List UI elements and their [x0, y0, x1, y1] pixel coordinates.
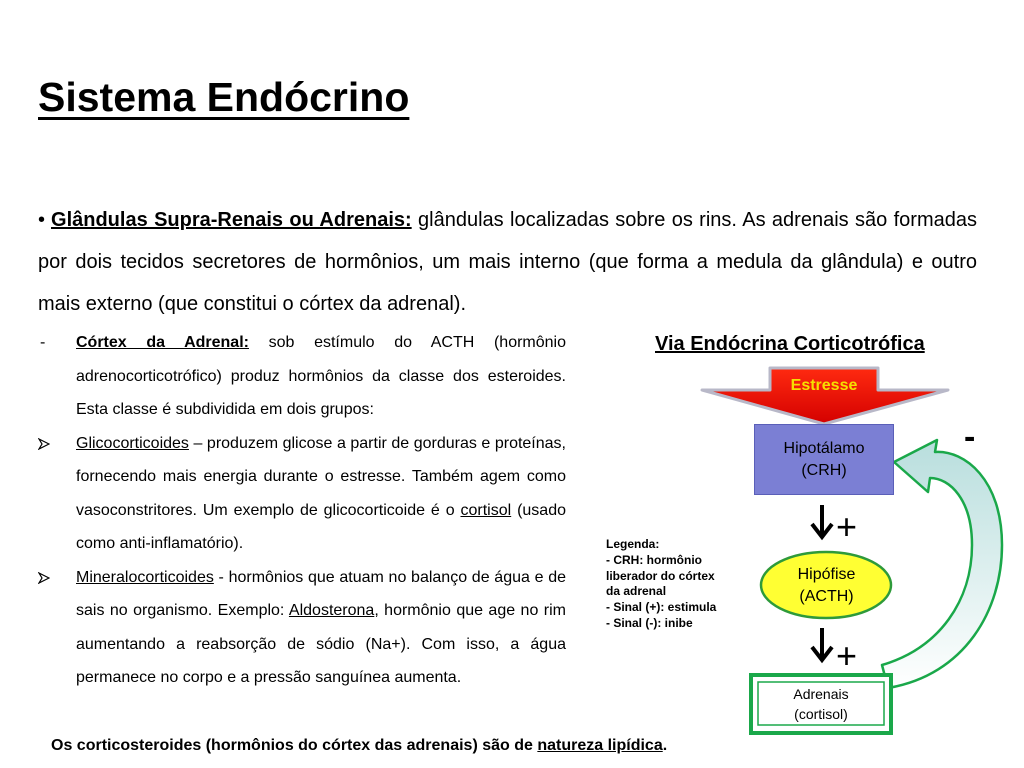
cortex-heading: Córtex da Adrenal: — [76, 334, 249, 351]
hypothalamus-hormone: (CRH) — [801, 461, 847, 479]
legend-line: liberador do córtex — [606, 568, 715, 583]
intro-lead: Glândulas Supra-Renais ou Adrenais: — [51, 209, 412, 231]
pituitary-label: Hipófise — [797, 565, 856, 583]
legend-line: da adrenal — [606, 584, 667, 599]
mineral-text1: - hormônios que atuam no balanço de água e de sais no organismo. Exemplo: — [76, 568, 566, 619]
bullet-icon: • — [38, 209, 46, 231]
mineral-text2: , hormônio que age no rim aumentando a reabsorção de sódio (Na+). Com isso, a água permanece no corpo e a pressão sanguínea aumenta. — [76, 602, 566, 686]
page-title: Sistema Endócrino — [38, 74, 410, 120]
glico-text1: – produzem glicose a partir de gorduras e proteínas, fornecendo mais energia durante o estresse. Também agem como vasoconstritores. Um exemplo de glicocorticoide é o — [76, 434, 566, 519]
dash-marker: - — [40, 334, 46, 351]
cortex-text: sob estímulo do ACTH (hormônio adrenocorticotrófico) produz hormônios da classe dos esteroides. Esta classe é subdividida em dois grupos: — [76, 334, 566, 418]
legend-line: - Sinal (-): inibe — [606, 615, 693, 630]
mineral-term: Mineralocorticoides — [76, 568, 214, 586]
glico-term: Glicocorticoides — [76, 434, 189, 452]
adrenal-label: Adrenais — [793, 685, 849, 702]
pituitary-node — [760, 553, 893, 618]
glico-text2: (usado como anti-inflamatório). — [76, 501, 566, 552]
legend — [606, 537, 746, 632]
legend-line: - Sinal (+): estimula — [606, 600, 717, 615]
negative-feedback-arrow — [882, 440, 1002, 688]
hypothalamus-label: Hipotálamo — [783, 439, 865, 457]
footer-emphasis: natureza lipídica — [537, 737, 663, 754]
footer-text1: Os corticosteroides (hormônios do córtex das adrenais) são de — [51, 737, 538, 754]
pituitary-hormone: (ACTH) — [799, 587, 854, 605]
glico-example: cortisol — [460, 501, 512, 519]
adrenal-hormone: (cortisol) — [794, 705, 848, 722]
legend-line: - CRH: hormônio — [606, 552, 702, 567]
down-arrow-icon — [812, 628, 832, 660]
footer-text2: . — [662, 737, 668, 754]
adrenal-node — [758, 682, 884, 725]
intro-text: glândulas localizadas sobre os rins. As adrenais são formadas por dois tecidos secretores de hormônios, um mais interno (que forma a medula da glândula) e outro mais externo (que constitui o córtex da adrenal). — [38, 209, 977, 315]
mineral-example: Aldosterona — [288, 602, 375, 619]
down-arrow-icon — [812, 505, 832, 537]
diagram-title: Via Endócrina Corticotrófica — [655, 333, 925, 355]
inhibit-sign: - — [964, 418, 976, 456]
legend-line: Legenda: — [606, 537, 660, 551]
stress-label: Estresse — [790, 377, 858, 394]
stimulate-sign-acth: + — [836, 635, 858, 676]
hypothalamus-box — [754, 424, 894, 495]
stimulate-sign-crh: + — [836, 506, 858, 547]
